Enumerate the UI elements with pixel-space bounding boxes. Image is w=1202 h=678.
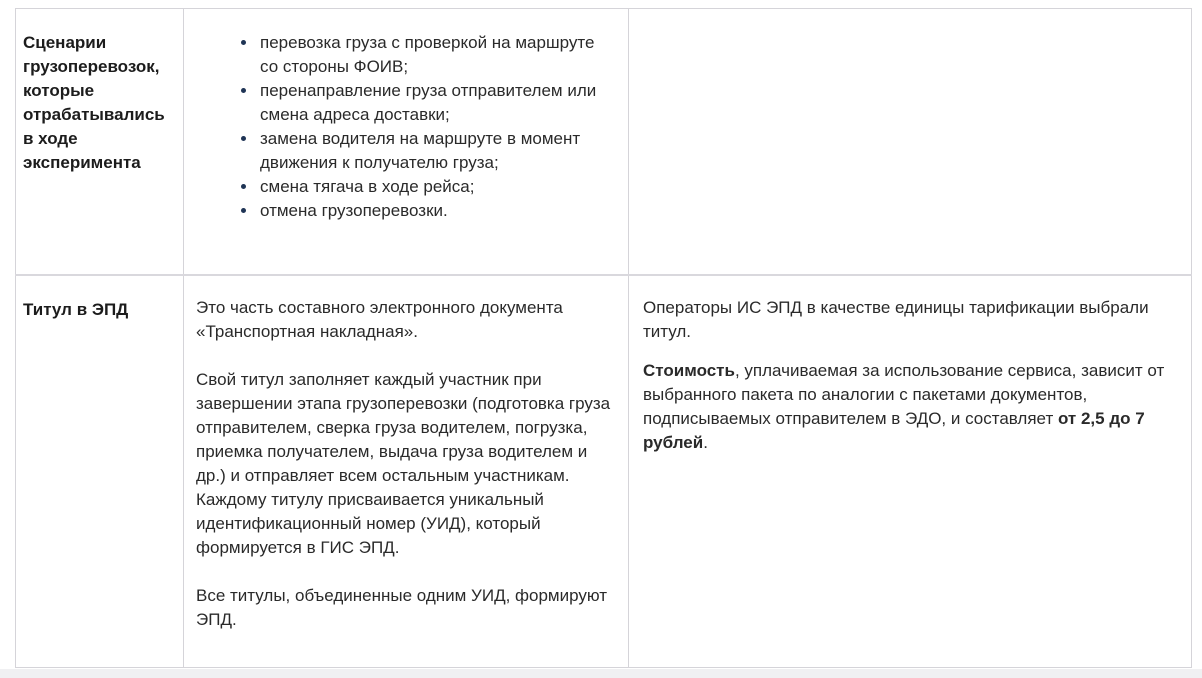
scenarios-header-cell: Сценарии грузоперевозок, которые отрабатывались в ходе эксперимента (16, 9, 184, 275)
scenarios-empty-cell (629, 9, 1192, 275)
list-item: • смена тягача в ходе рейса; (258, 175, 616, 199)
list-item: • отмена грузоперевозки. (258, 199, 616, 223)
list-item: • перенаправление груза отправителем или смена адреса доставки; (258, 79, 616, 127)
bottom-strip (0, 669, 1202, 678)
paragraph (643, 359, 1171, 455)
bold-text: от 2,5 до 7 рублей (643, 408, 1145, 452)
list-item: • замена водителя на маршруте в момент движения к получателю груза; (258, 127, 616, 175)
titul-description-cell (184, 275, 629, 668)
row-scenarios (16, 9, 1192, 275)
paragraph-text: . (703, 432, 708, 452)
bold-text: Стоимость (643, 360, 735, 380)
scenarios-list-cell (184, 9, 629, 275)
scenarios-list (196, 31, 616, 223)
paragraph-text: , уплачиваемая за использование сервиса, зависит от выбранного пакета по аналогии с пакетами документов, подписываемых отправителем в ЭДО, и составляет (643, 360, 1165, 428)
paragraph: Все титулы, объединенные одним УИД, формируют ЭПД. (196, 585, 608, 629)
paragraph: Свой титул заполняет каждый участник при завершении этапа грузоперевозки (подготовка груза отправителем, сверка груза водителем, погрузка, приемка получателем, выдача груза водителем и др.) и отправляет всем остальным участникам. Каждому титулу присваивается уникальный идентификационный номер (УИД), который формируется в ГИС ЭПД. (196, 369, 611, 557)
list-item: • перевозка груза с проверкой на маршруте со стороны ФОИВ; (258, 31, 616, 79)
paragraph: Операторы ИС ЭПД в качестве единицы тарификации выбрали титул. (643, 297, 1149, 341)
epd-comparison-table (15, 8, 1192, 668)
titul-header-cell: Титул в ЭПД (16, 275, 184, 668)
paragraph: Это часть составного электронного документа «Транспортная накладная». (196, 297, 563, 341)
titul-tariff-cell (629, 275, 1192, 668)
row-titul-epd (16, 275, 1192, 668)
